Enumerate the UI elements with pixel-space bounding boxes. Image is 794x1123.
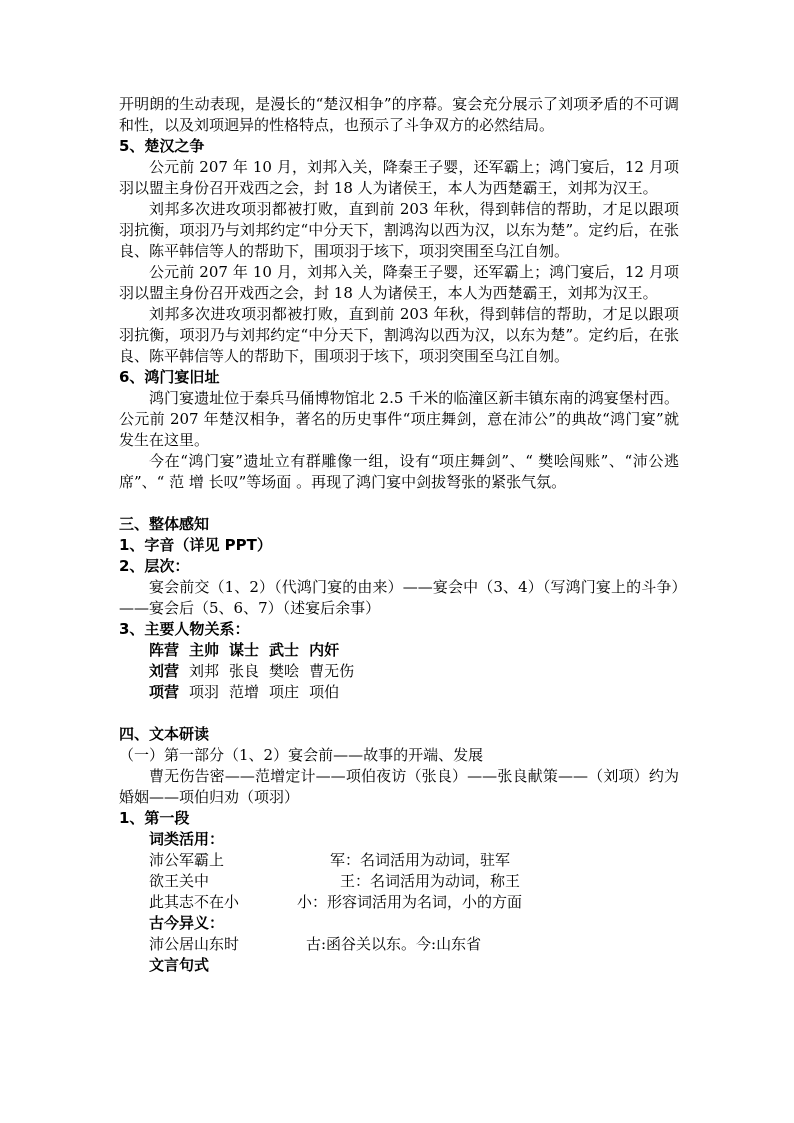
- phrase: 沛公军霸上: [149, 851, 225, 869]
- s5-paragraph: 刘邦多次进攻项羽都被打败，直到前 203 年秋，得到韩信的帮助，才足以跟项羽抗衡，项羽乃与刘邦约定“中分天下，割鸿沟以西为汉，以东为楚”。定约后，在张良、陈平韩信等人的帮助下，围项羽于垓下，项羽突围至乌江自刎。: [119, 200, 679, 260]
- s6-paragraph: 今在“鸿门宴”遗址立有群雕像一组，设有“项庄舞剑”、“ 樊哙闯账”、“沛公逃席”、“ 范 增 长叹”等场面 。再现了鸿门宴中剑拔弩张的紧张气氛。: [119, 452, 679, 491]
- phrase: 欲王关中: [149, 872, 210, 890]
- note: 古:函谷关以东。今:山东省: [306, 935, 482, 953]
- table-cell: 项庄: [269, 683, 300, 701]
- s4-paragraph-1-heading: 1、第一段: [119, 809, 190, 827]
- table-header-cell: 谋士: [229, 641, 260, 659]
- table-cell: 项营: [149, 683, 180, 701]
- list-item: [119, 850, 679, 871]
- note: 小：形容词活用为名词，小的方面: [297, 893, 523, 911]
- table-cell: 刘邦: [189, 662, 220, 680]
- sentence-pattern-heading: 文言句式: [149, 956, 210, 974]
- table-row: [149, 661, 364, 682]
- intro-paragraph: 开明朗的生动表现，是漫长的“楚汉相争”的序幕。宴会充分展示了刘项矛盾的不可调和性，以及刘项迥异的性格特点，也预示了斗争双方的必然结局。: [119, 95, 679, 134]
- s3-item-pronunciation: 1、字音（详见 PPT）: [119, 536, 272, 554]
- table-cell: 项伯: [309, 683, 340, 701]
- section-3-heading: 三、整体感知: [119, 515, 210, 533]
- s5-paragraph: 刘邦多次进攻项羽都被打败，直到前 203 年秋，得到韩信的帮助，才足以跟项羽抗衡，项羽乃与刘邦约定“中分天下，割鸿沟以西为汉，以东为楚”。定约后，在张良、陈平韩信等人的帮助下，围项羽于垓下，项羽突围至乌江自刎。: [119, 305, 679, 365]
- table-header-cell: 主帅: [189, 641, 220, 659]
- table-cell: 张良: [229, 662, 260, 680]
- note: 王：名词活用为动词，称王: [340, 872, 521, 890]
- section-4-heading: 四、文本研读: [119, 725, 210, 743]
- table-row: [149, 682, 364, 703]
- s3-item-characters: 3、主要人物关系：: [119, 620, 250, 638]
- character-relation-table: [149, 640, 364, 703]
- list-item: [119, 892, 679, 913]
- phrase: 此其志不在小: [149, 893, 240, 911]
- table-header-cell: 内奸: [309, 641, 340, 659]
- list-item: [119, 871, 679, 892]
- s4-part-1-text: 曹无伤告密——范增定计——项伯夜访（张良）——张良献策——（刘项）约为婚姻——项伯归劝（项羽）: [119, 767, 679, 806]
- table-cell: 樊哙: [269, 662, 300, 680]
- table-header-row: [149, 640, 364, 661]
- table-header-cell: 阵营: [149, 641, 180, 659]
- s5-paragraph: 公元前 207 年 10 月，刘邦入关，降秦王子婴，还军霸上；鸿门宴后，12 月项羽以盟主身份召开戏西之会，封 18 人为诸侯王，本人为西楚霸王，刘邦为汉王。: [119, 158, 679, 197]
- table-header-cell: 武士: [269, 641, 300, 659]
- s6-paragraph: 鸿门宴遗址位于秦兵马俑博物馆北 2.5 千米的临潼区新丰镇东南的鸿宴堡村西。公元前 207 年楚汉相争，著名的历史事件“项庄舞剑，意在沛公”的典故“鸿门宴”就发生在这里。: [119, 389, 679, 449]
- table-cell: 刘营: [149, 662, 180, 680]
- s4-part-1-title: （一）第一部分（1、2）宴会前——故事的开端、发展: [119, 746, 484, 764]
- table-cell: 项羽: [189, 683, 220, 701]
- section-5-heading: 5、楚汉之争: [119, 137, 205, 155]
- phrase: 沛公居山东时: [149, 935, 240, 953]
- s5-paragraph: 公元前 207 年 10 月，刘邦入关，降秦王子婴，还军霸上；鸿门宴后，12 月项羽以盟主身份召开戏西之会，封 18 人为诸侯王，本人为西楚霸王，刘邦为汉王。: [119, 263, 679, 302]
- word-class-heading: 词类活用：: [149, 830, 225, 848]
- table-cell: 曹无伤: [309, 662, 355, 680]
- s3-item-structure: 2、层次：: [119, 557, 190, 575]
- list-item: [119, 934, 679, 955]
- document-page: [119, 94, 679, 976]
- table-cell: 范增: [229, 683, 260, 701]
- ancient-modern-heading: 古今异义：: [149, 914, 225, 932]
- s3-structure-text: 宴会前交（1、2）（代鸿门宴的由来）——宴会中（3、4）（写鸿门宴上的斗争）——宴会后（5、6、7）（述宴后余事）: [119, 578, 679, 617]
- note: 军：名词活用为动词，驻军: [330, 851, 511, 869]
- section-6-heading: 6、鸿门宴旧址: [119, 368, 220, 386]
